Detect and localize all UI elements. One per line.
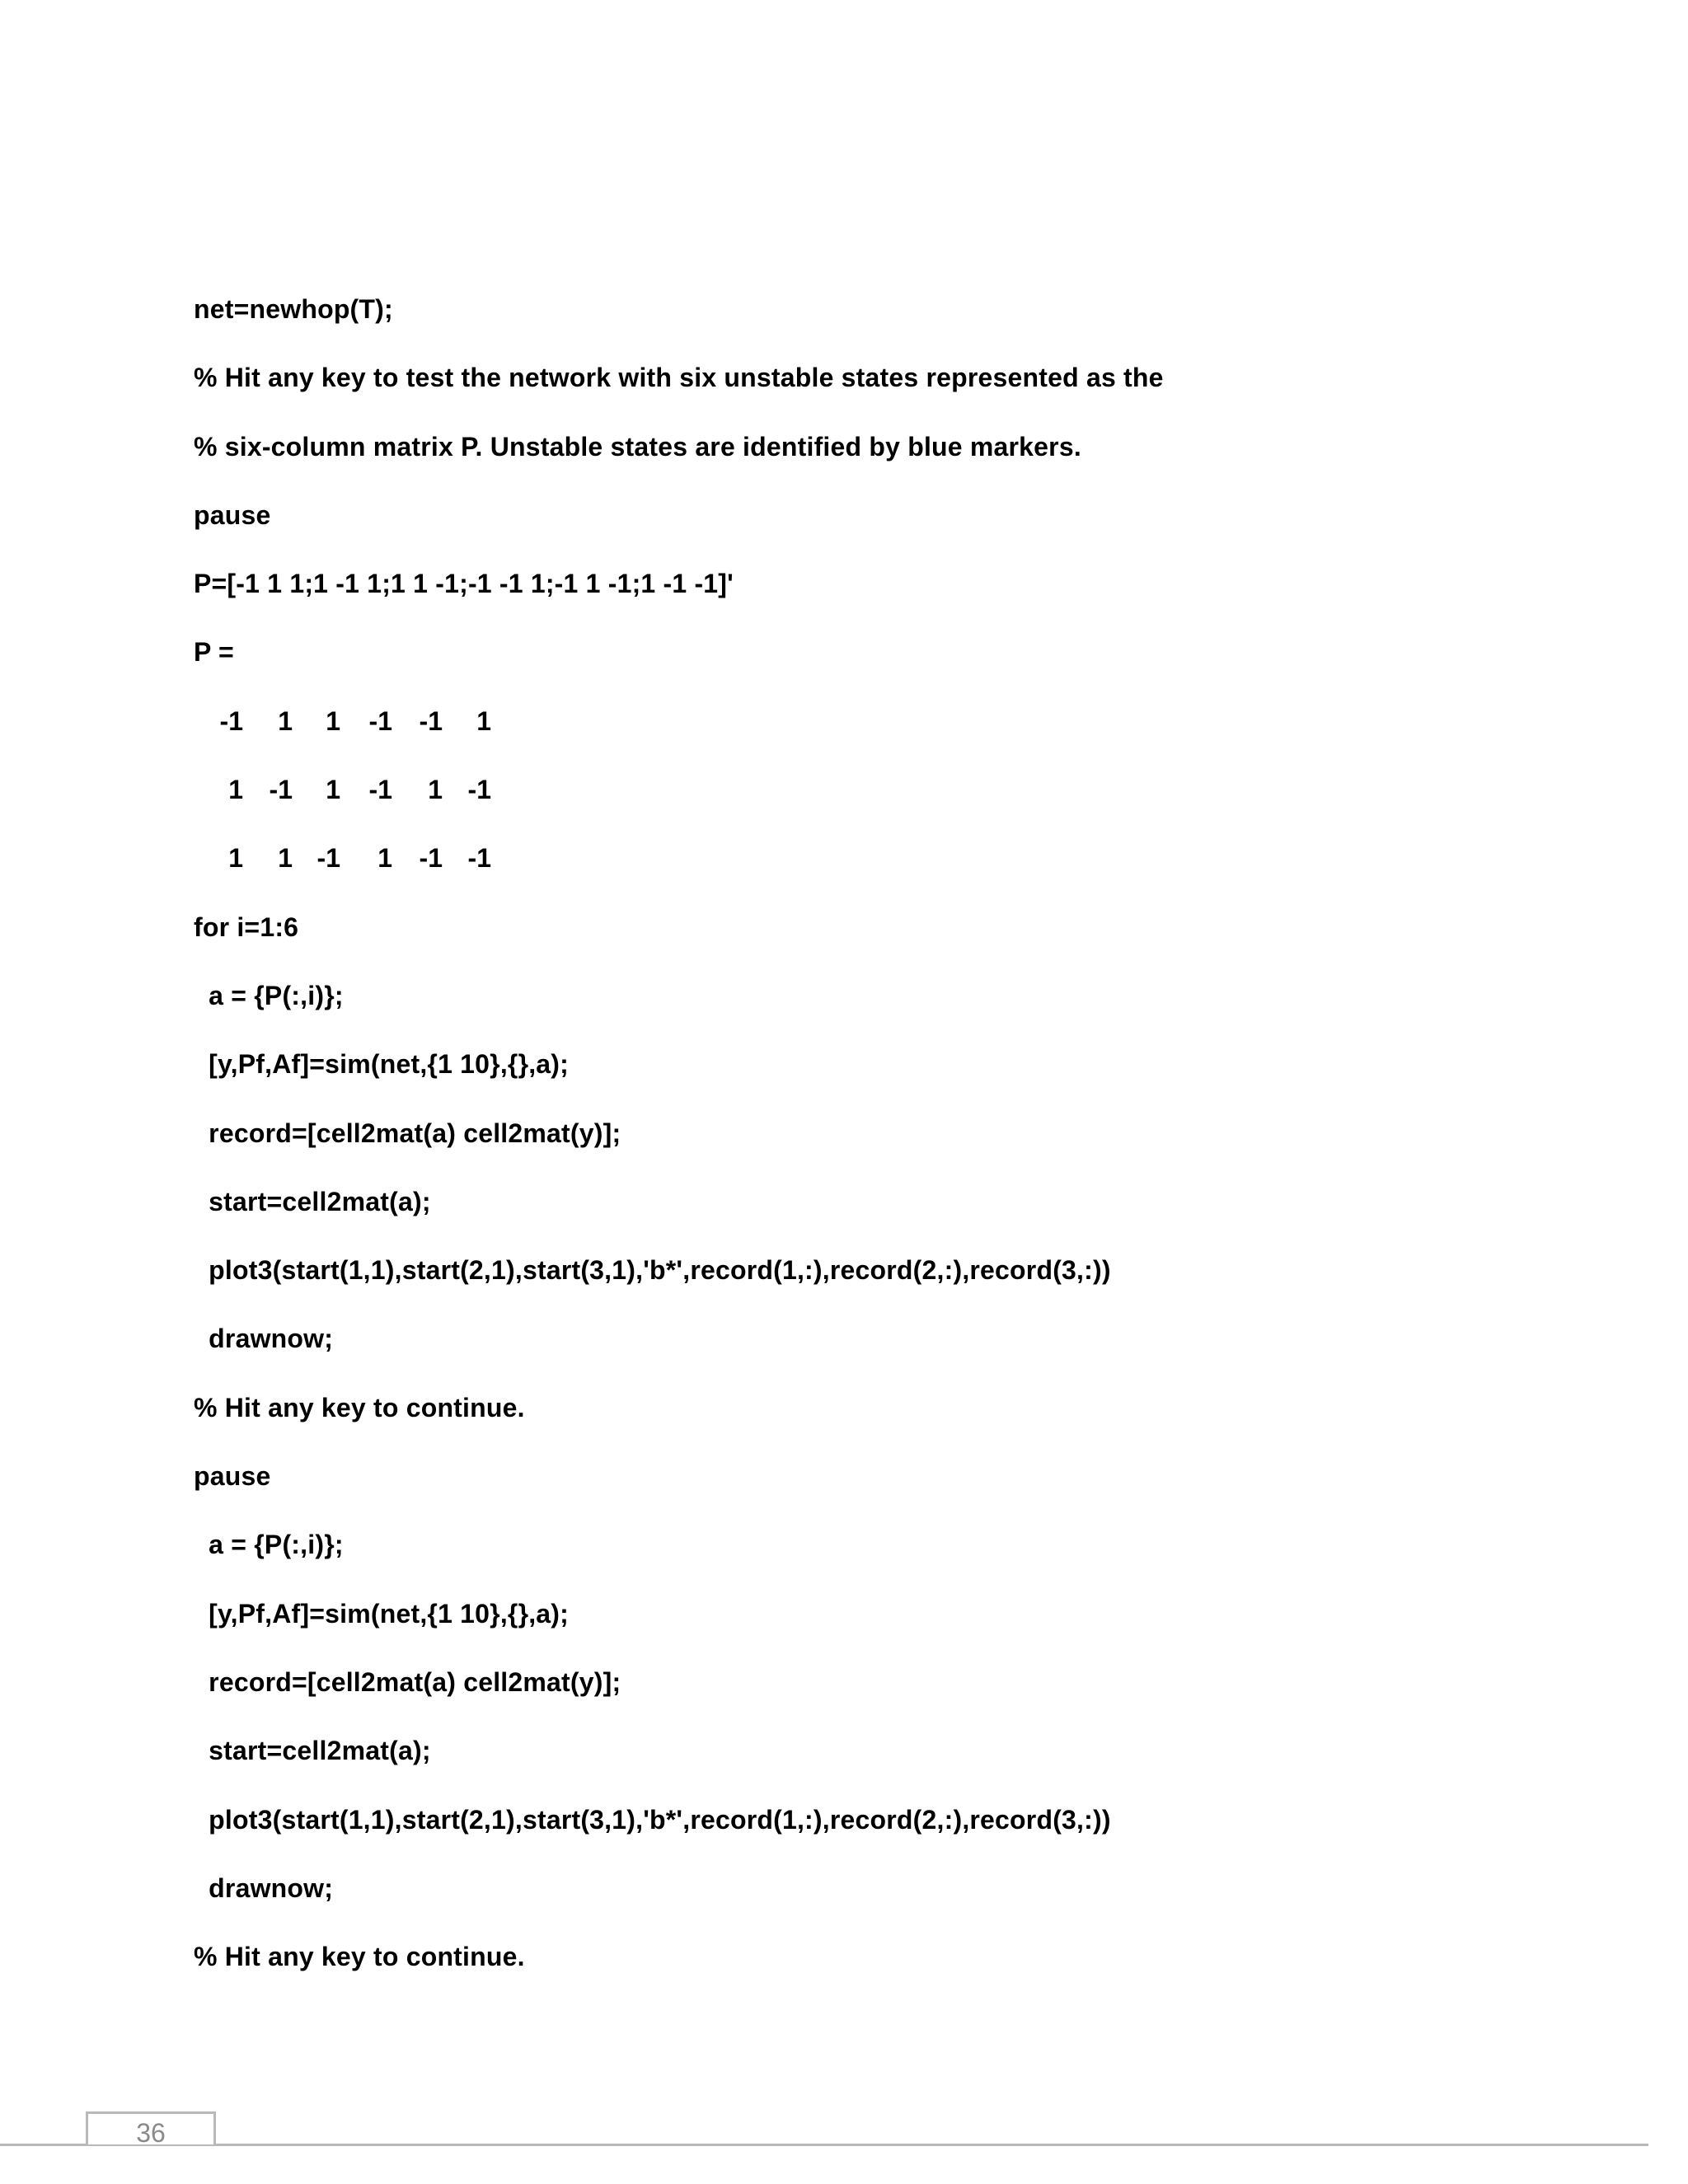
matrix-cell: -1	[219, 705, 243, 736]
matrix-row	[194, 767, 1595, 836]
code-line: % Hit any key to test the network with six unstable states represented as the	[194, 363, 1164, 393]
code-line: record=[cell2mat(a) cell2mat(y)];	[194, 1666, 621, 1697]
matrix-cell: -1	[467, 775, 491, 805]
code-line: [y,Pf,Af]=sim(net,{1 10},{},a);	[194, 1598, 570, 1629]
code-line: plot3(start(1,1),start(2,1),start(3,1),'b*',record(1,:),record(2,:),record(3,:))	[194, 1804, 1111, 1835]
code-line: P=[-1 1 1;1 -1 1;1 1 -1;-1 -1 1;-1 1 -1;1 -1 -1]'	[194, 569, 734, 599]
page-number: 36	[136, 2118, 166, 2148]
code-line: pause	[194, 499, 271, 530]
matrix-cell: 1	[377, 843, 392, 874]
code-line: a = {P(:,i)};	[194, 980, 344, 1010]
matrix-cell: -1	[269, 775, 293, 805]
code-line: net=newhop(T);	[194, 294, 393, 324]
code-line: % Hit any key to continue.	[194, 1392, 525, 1422]
code-line: [y,Pf,Af]=sim(net,{1 10},{},a);	[194, 1049, 570, 1080]
code-line: % Hit any key to continue.	[194, 1942, 525, 1972]
code-line: drawnow;	[194, 1324, 334, 1354]
footer-divider	[0, 2144, 1648, 2146]
code-line: plot3(start(1,1),start(2,1),start(3,1),'b*',record(1,:),record(2,:),record(3,:))	[194, 1255, 1111, 1286]
matrix-cell: -1	[467, 843, 491, 874]
code-line: drawnow;	[194, 1872, 334, 1903]
matrix-cell: 1	[228, 775, 243, 805]
matrix-cell: 1	[228, 843, 243, 874]
code-line: start=cell2mat(a);	[194, 1736, 431, 1766]
code-line: for i=1:6	[194, 912, 299, 942]
code-line: % six-column matrix P. Unstable states are identified by blue markers.	[194, 431, 1081, 462]
matrix-cell: -1	[316, 843, 340, 874]
matrix-cell: -1	[368, 775, 392, 805]
matrix-row	[194, 836, 1595, 904]
code-line: start=cell2mat(a);	[194, 1186, 431, 1216]
matrix-cell: 1	[326, 775, 340, 805]
matrix-cell: -1	[368, 705, 392, 736]
matrix-cell: 1	[428, 775, 443, 805]
code-line: pause	[194, 1461, 271, 1492]
matrix-cell: -1	[419, 705, 443, 736]
code-line: record=[cell2mat(a) cell2mat(y)];	[194, 1118, 621, 1148]
matrix-cell: 1	[476, 705, 491, 736]
matrix-cell: 1	[326, 705, 340, 736]
matrix-cell: 1	[278, 843, 293, 874]
code-line: P =	[194, 637, 234, 668]
matrix-cell: -1	[419, 843, 443, 874]
matrix-cell: 1	[278, 705, 293, 736]
matrix-row	[194, 699, 1595, 767]
code-line: a = {P(:,i)};	[194, 1530, 344, 1560]
code-listing	[194, 287, 1595, 2003]
